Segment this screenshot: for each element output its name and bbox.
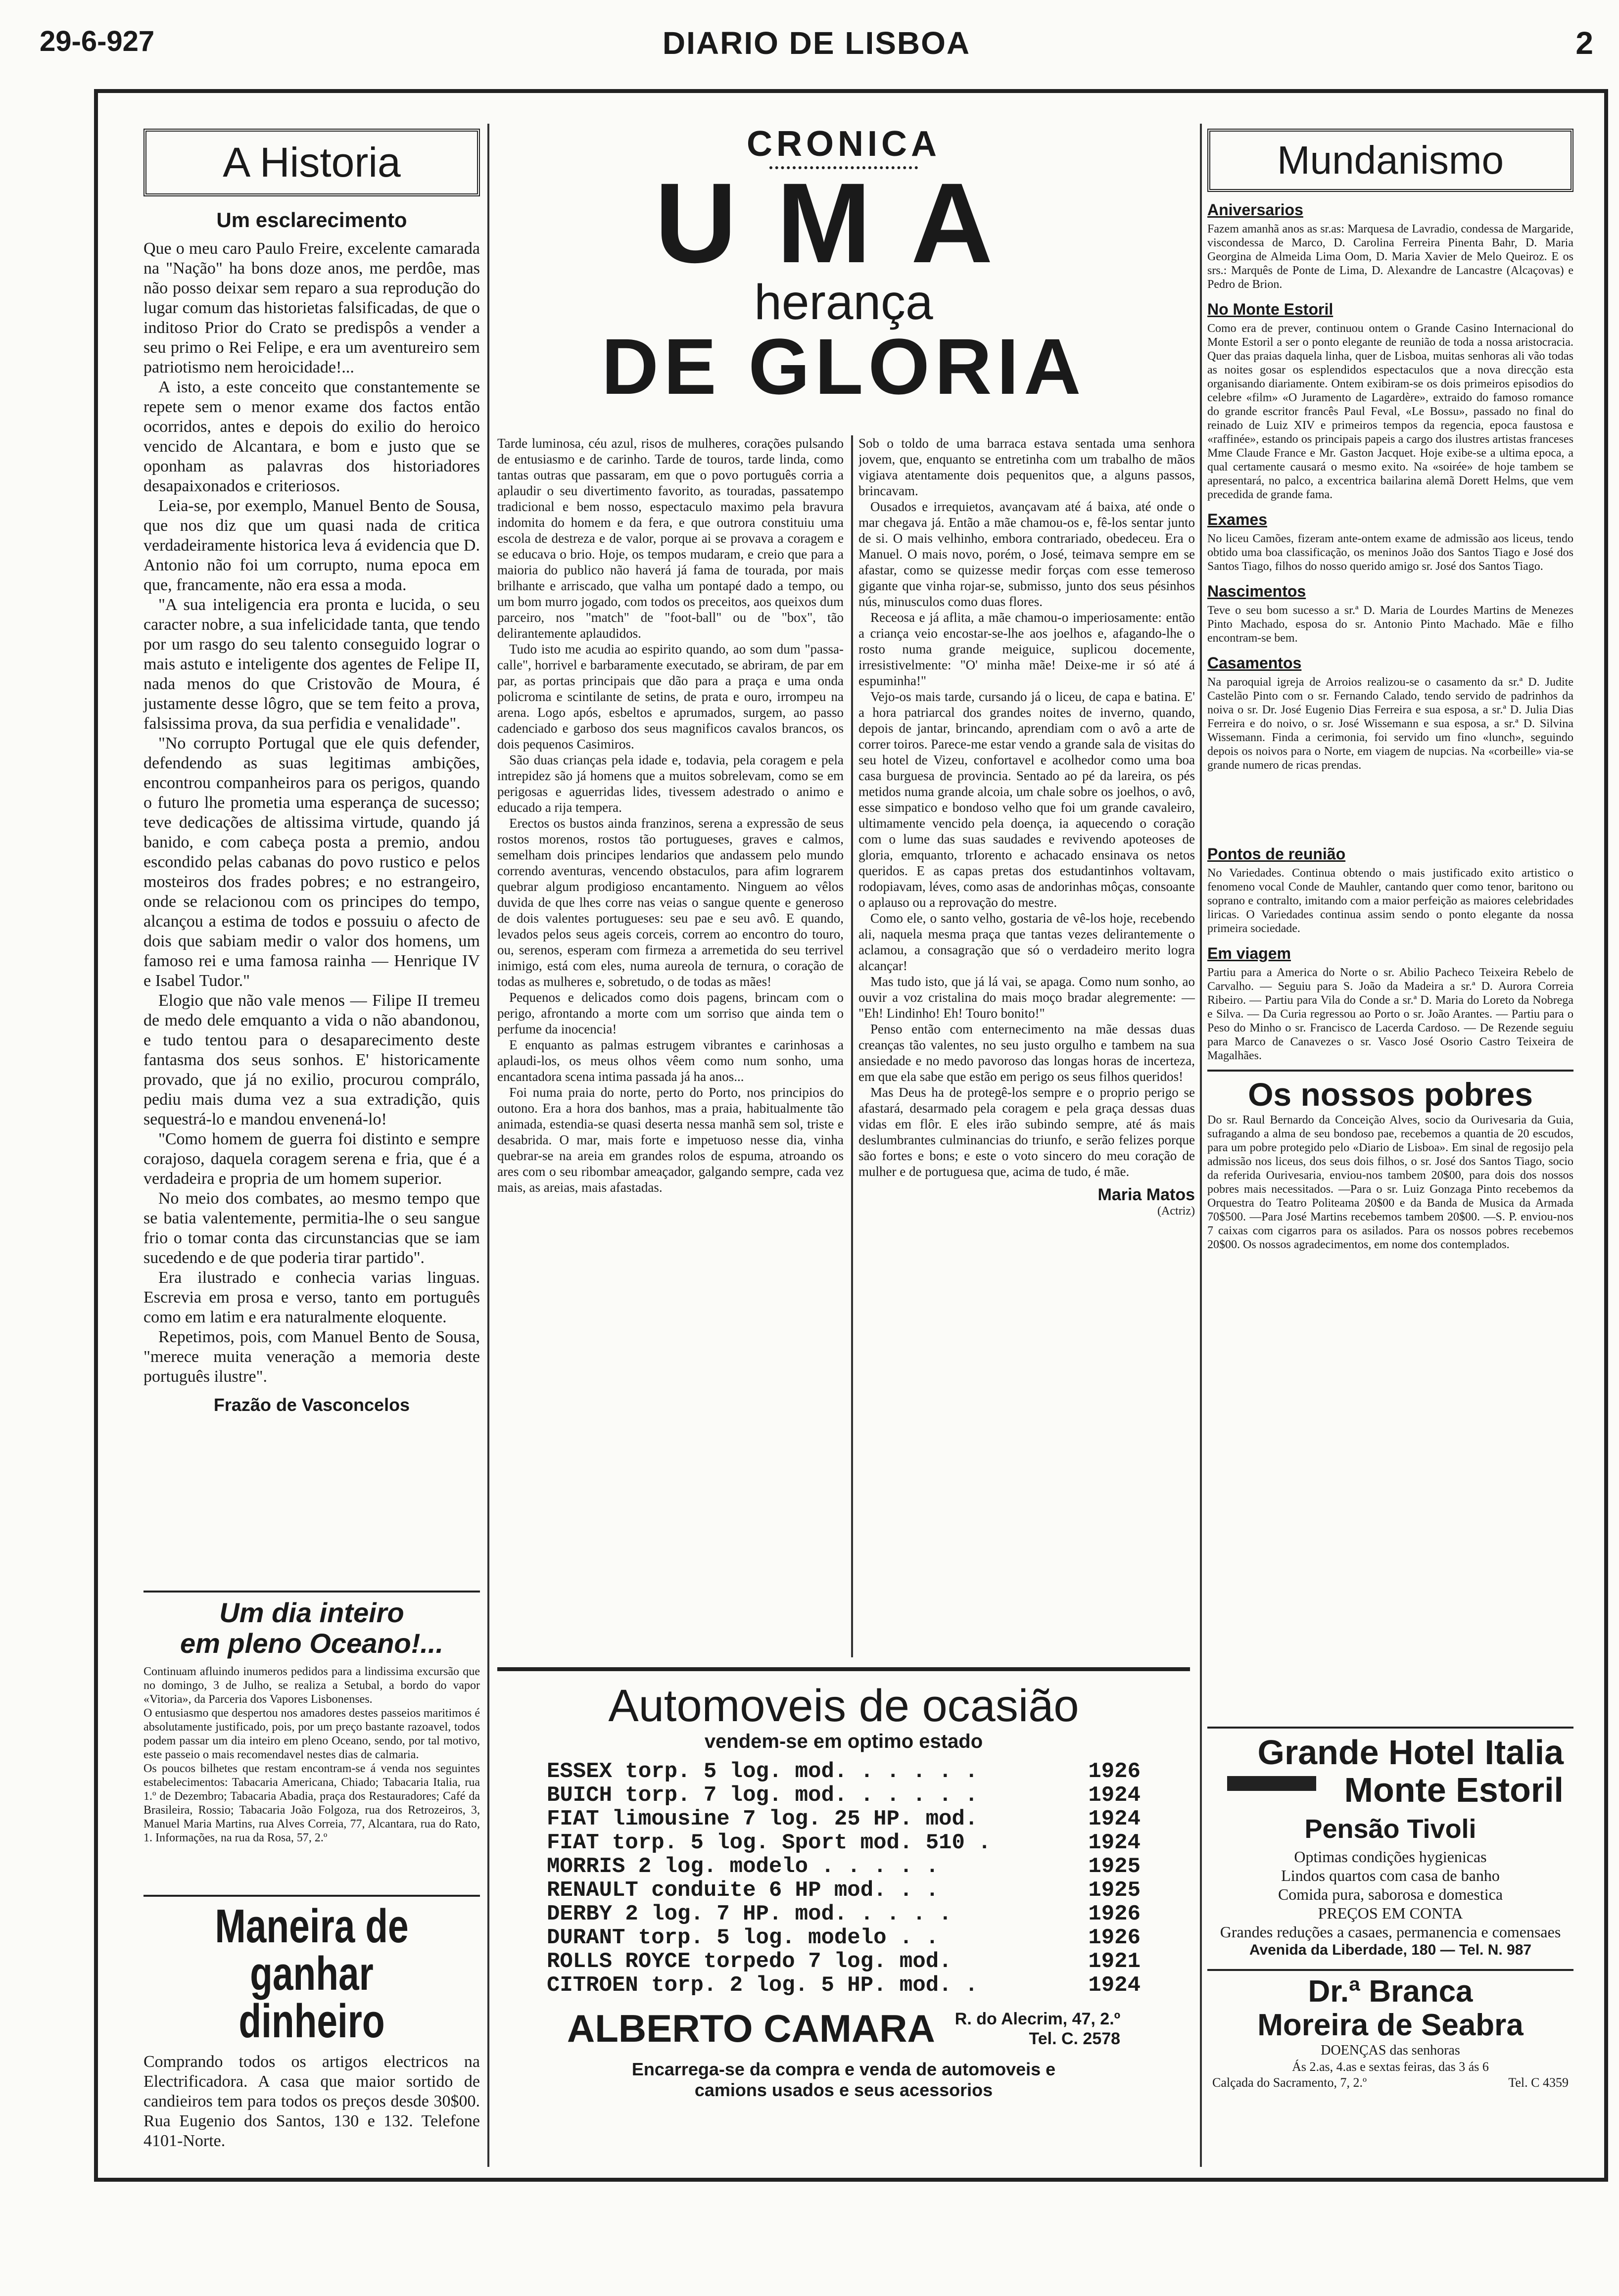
issue-date: 29-6-927 [40, 25, 155, 57]
pensao-name: Pensão Tivoli [1304, 1814, 1476, 1844]
doctor-hours: Ás 2.as, 4.as e sextas feiras, das 3 ás 6 [1292, 2060, 1489, 2074]
car-year: 1921 [1088, 1949, 1141, 1974]
ganhar-advert [143, 1895, 480, 2151]
historia-article [143, 129, 480, 1415]
dealer-contact [955, 2009, 1120, 2049]
car-row [547, 1783, 1141, 1807]
paragraph: Ousados e irrequietos, avançavam até á baixa, até onde o mar chegava já. Então a mãe chamou-os e, fê-los sentar junto de si. O mais velhinho, embora contrariado, obedeceu. Era o Manuel. O mais novo, porém, o José, teimava sempre em se afastar, como se quizesse medir forças com esse temeroso gigante que vinha rojar-se, submisso, junto dos seus pésinhos nús, minusculos como duas flores. [858, 499, 1195, 609]
historia-box-title: A Historia [143, 129, 480, 196]
section-text: Fazem amanhã anos as sr.as: Marquesa de Lavradio, condessa de Margaride, viscondessa de Marco, D. Carolina Ferreira Pinenta Bahr, D. Maria Georgina de Almeida Lima Oom, D. Maria Xavier de Melo Queiroz. E os srs.: Marquês de Ponte de Lima, D. Alexandre de Lancastre (Alcaçovas) e Pedro de Brion. [1207, 223, 1573, 291]
cronica-signature: Maria Matos [1097, 1185, 1195, 1204]
hotel-line: Comida pura, saborosa e domestica [1278, 1885, 1503, 1903]
car-name: MORRIS 2 log. modelo . . . . . [547, 1854, 939, 1879]
car-name: DERBY 2 log. 7 HP. mod. . . . . [547, 1902, 952, 1926]
paragraph: Os poucos bilhetes que restam encontram-se á venda nos seguintes estabelecimentos: Tabacaria Americana, Chiado; Tabacaria Italia, rua 1.º de Dezembro; Tabacaria Abadia, praça dos Restauradores; Café da Brasileira, Rossio; Tabacaria João Folgoza, rua dos Retrozeiros, 3, Manuel Maria Martins, rua Alves Correia, 77, Alcantara, rua do Rato, 1. Informações, na rua da Rosa, 57, 2.º [143, 1762, 480, 1844]
historia-headline: Um esclarecimento [216, 208, 407, 232]
car-row [547, 1973, 1141, 1997]
car-row [547, 1926, 1141, 1950]
paragraph: Como ele, o santo velho, gostaria de vê-los hoje, recebendo ali, naquela mesma praça que tantas vezes delirantemente o aclamou, a consagração que só o verdadeiro merito logra alcançar! [858, 911, 1195, 973]
doctor-phone: Tel. C 4359 [1508, 2075, 1569, 2090]
paragraph: Mas Deus ha de protegê-los sempre e o proprio perigo se afastará, desarmado pela coragem e pela graça dessas duas vidas em flôr. E eles irão subindo sempre, até ás mais deslumbrantes culminancias do triunfo, e serão felizes porque são fortes e bons; e este o voto sincero do meu coração de mulher e de portuguesa que, acima de tudo, é mãe. [858, 1085, 1195, 1179]
page-number: 2 [1575, 25, 1593, 61]
car-name: FIAT limousine 7 log. 25 HP. mod. [547, 1807, 978, 1831]
paragraph: Sob o toldo de uma barraca estava sentada uma senhora jovem, que, enquanto se entretinha com um trabalho de mãos vigiava atentamente dois pequenitos que, a alguns passos, brincavam. [858, 436, 1195, 498]
doctor-contact [1207, 2075, 1573, 2091]
hotel-location-row [1207, 1771, 1573, 1811]
section-heading: Aniversarios [1207, 201, 1303, 219]
oceano-article [143, 1591, 480, 1845]
automoveis-title: Automoveis de ocasião [608, 1681, 1079, 1731]
section-text: No liceu Camões, fizeram ante-ontem exame de admissão aos liceus, tendo obtido uma boa classificação, os meninos João dos Santos Tiago e José dos Santos Tiago, filhos do nosso querido amigo sr. José dos Santos Tiago. [1207, 532, 1573, 573]
automoveis-subtitle: vendem-se em optimo estado [704, 1731, 983, 1752]
paragraph: Que o meu caro Paulo Freire, excelente camarada na "Nação" ha bons doze anos, me perdôe, mas não posso deixar sem reparo a sua reprodução do lugar comum das historietas falsificadas, de que o inditoso Prior do Crato se predispôs a vender a seu primo o Rei Felipe, e era um aventureiro sem patriotismo nem heroicidade!... [143, 239, 480, 376]
cronica-kicker: CRONICA [747, 124, 941, 164]
hotel-line: PREÇOS EM CONTA [1318, 1904, 1463, 1922]
section-heading: No Monte Estoril [1207, 300, 1333, 318]
cronica-title-2: herança [754, 275, 933, 330]
paragraph: Repetimos, pois, com Manuel Bento de Sousa, "merece muita veneração a memoria deste português ilustre". [143, 1328, 480, 1386]
paragraph: Continuam afluindo inumeros pedidos para a lindissima excursão que no domingo, 3 de Julho, se realiza a Setubal, a bordo do vapor «Vitoria», da Parceria dos Vapores Lisbonenses. [143, 1665, 480, 1706]
doctor-address: Calçada do Sacramento, 7, 2.º [1212, 2075, 1367, 2090]
column-rule [851, 435, 853, 1657]
section-heading: Casamentos [1207, 654, 1302, 672]
pobres-article [1207, 1070, 1573, 1252]
paragraph: No meio dos combates, ao mesmo tempo que se batia valentemente, permitia-lhe o seu sangue frio o tomar conta das circunstancias que se iam sucedendo e de que poderia tirar partido". [143, 1189, 480, 1267]
car-row [547, 1902, 1141, 1926]
cronica-column-b [858, 435, 1195, 1657]
cronica-column-a [497, 435, 844, 1657]
paragraph: São duas crianças pela idade e, todavia, pela coragem e pela intrepidez são já homens que a muitos sobrelevam, como se em perigosas e aguerridas lides, tivessem adestrado o animo e educado a rija tempera. [497, 752, 844, 815]
dealer-name: ALBERTO CAMARA [567, 2007, 935, 2050]
hotel-location: Monte Estoril [1344, 1771, 1564, 1809]
dealer-block [517, 2006, 1170, 2051]
mundanismo-article [1207, 129, 1573, 831]
car-year: 1924 [1088, 1807, 1141, 1831]
car-row [547, 1950, 1141, 1973]
car-name: CITROEN torp. 2 log. 5 HP. mod. . [547, 1973, 978, 1998]
paragraph: Foi numa praia do norte, perto do Porto, nos principios do outono. Era a hora dos banhos, mas a praia, habitualmente tão animada, estendia-se quasi deserta nessa manhã sem sol, triste e desabrida. O mar, mais forte e impetuoso nesse dia, vinha quebrar-se na areia em grandes rolos de espuma, atroando os ares com o seu ribombar ameaçador, galgando sempre, cada vez mais, as areias, mais afastadas. [497, 1085, 844, 1195]
pobres-text: Do sr. Raul Bernardo da Conceição Alves, socio da Ourivesaria da Guia, sufragando a alma de seu bondoso pae, recebemos a quantia de 20 escudos, para um pobre protegido pelo «Diario de Lisboa». Em sinal de regosijo pela admissão nos liceus, dos seus dois filhos, o sr. José dos Santos Tiago, socio da referida Ourivesaria, enviou-nos tambem 20$00, para dois dos nossos pobres mais necessitados. —Para o sr. Luiz Gonzaga Pinto recebemos da Orquestra do Teatro Politeama 20$00 e da Banda de Musica da Armada 70$500. —Para José Martins recebemos tambem 20$00. —S. P. enviou-nos 7 caixas com cigarros para os asilados. Para os nossos pobres recebemos 20$00. Os nossos agradecimentos, em nome dos contemplados. [1207, 1114, 1573, 1251]
cronica-signature-note: (Actriz) [1157, 1205, 1195, 1218]
section-text: Na paroquial igreja de Arroios realizou-se o casamento da sr.ª D. Judite Castelão Pinto com o sr. Fernando Calado, tendo servido de padrinhos da noiva o sr. Dr. José Eugenio Dias Ferreira e sua esposa, a sr.ª D. Julia Dias Ferreira e do noivo, o sr. José Wissemann e sua esposa, a sr.ª D. Silvina Wissemann. Finda a cerimonia, foi servido um fino «lunch», seguindo depois os noivos para o Norte, em viagem de nupcias. Na «corbeille» via-se grande numero de ricas prendas. [1207, 676, 1573, 772]
hotel-line: Lindos quartos com casa de banho [1281, 1867, 1500, 1884]
oceano-headline-2: em pleno Oceano!... [180, 1628, 444, 1659]
paragraph: "Como homem de guerra foi distinto e sempre corajoso, daquela coragem serena e fria, que é a verdadeira e propria de um homem superior. [143, 1130, 480, 1188]
cronica-title-1: UMA [655, 159, 1033, 286]
dealer-address: R. do Alecrim, 47, 2.º [954, 2009, 1121, 2028]
paragraph: Tudo isto me acudia ao espirito quando, ao som dum "passa-calle", horrivel e barbaramente executado, se abriram, de par em par, as portas principais que dão para a praça e uma onda policroma e scintilante de setins, de prata e ouro, irrompeu na arena. Logo após, esbeltos e aprumados, surgem, ao passo cadenciado e garboso dos seus magnificos cavalos brancos, os dois pequenos Casimiros. [497, 642, 844, 751]
arrow-icon [1227, 1776, 1316, 1791]
paragraph: Erectos os bustos ainda franzinos, serena a expressão de seus rostos morenos, rostos tão portugueses, graves e calmos, semelham dois principes lendarios que andassem pelo mundo correndo aventuras, vencendo obstaculos, para afim lograrem quebrar algum prodigioso encantamento. Ninguem ao vêlos duvida de que lhes corre nas veias o sangue quente e generoso de dois valentes portugueses: seu pae e seu avô. E quando, levados pelos seus ageis corceis, correm ao encontro do touro, ou, serenos, esperam com firmeza a arremetida do seu terrivel inimigo, está com eles, numa aureola de ternura, o coração de todas as mulheres e, sobretudo, o de todas as mães! [497, 816, 844, 989]
doctor-surname: Moreira de Seabra [1257, 2008, 1524, 2042]
paragraph: Penso então com enternecimento na mãe dessas duas creanças tão valentes, no seu justo orgulho e tambem na sua ansiedade e no medo pavoroso das longas horas de incerteza, em que ela sabe que estão em perigo os seus filhos queridos! [858, 1022, 1195, 1084]
car-name: ROLLS ROYCE torpedo 7 log. mod. [547, 1949, 952, 1974]
cronica-title-3: DE GLORIA [601, 322, 1086, 411]
hotel-name: Grande Hotel Italia [1257, 1733, 1564, 1772]
ganhar-text: Comprando todos os artigos electricos na Electrificadora. A casa que maior sortido de candieiros tem para todos os preços desde 30$00. Rua Eugenio dos Santos, 130 e 132. Telefone 4101-Norte. [143, 2053, 480, 2150]
section-text: Teve o seu bom sucesso a sr.ª D. Maria de Lourdes Martins de Menezes Pinto Machado, esposa do sr. Antonio Pinto Machado. Mãe e filho encontram-se bem. [1207, 604, 1573, 645]
car-name: BUICH torp. 7 log. mod. . . . . . [547, 1783, 978, 1808]
section-heading: Exames [1207, 511, 1267, 528]
paragraph: Leia-se, por exemplo, Manuel Bento de Sousa, que nos diz que um quasi nada de critica verdadeiramente historica leva á evidencia que D. Antonio não foi um corrupto, numa epoca em que, francamente, não era essa a moda. [143, 497, 480, 594]
mundanismo-continued [1207, 836, 1573, 1722]
section-text: Como era de prever, continuou ontem o Grande Casino Internacional do Monte Estoril a ser o ponto elegante de reunião de toda a nossa aristocracia. Quer das praias daquela linha, quer de Lisboa, muitas senhoras ali vão todas as noites gosar os esplendidos espectaculos que a nova direcção esta organisando diariamente. Ontem exibiram-se os dois primeiros episodios do celebre «film» «O Juramento de Lagardère», extraido do famoso romance do grande escritor francês Paul Feval, «Le Bossu», passado no final do reinado de Luiz XIV e primeiros tempos da regencia, epoca faustosa e «raffinée», estando os principais papeis a cargo dos ilustres artistas franceses Mme Claude France e Mr. Gaston Jacquet. Hoje exibe-se a ultima epoca, a qual certamente causará o mesmo exito. Na «soirée» de hoje tambem se apresentará, no palco, a excentrica bailarina alemã Dorett Helms, que vem precedida de grande fama. [1207, 322, 1573, 501]
dealer-phone: Tel. C. 2578 [1029, 2029, 1121, 2048]
section-text: No Variedades. Continua obtendo o mais justificado exito artistico o fenomeno vocal Conde de Mauhler, cantando quer como tenor, baritono ou soprano e contralto, imitando com a maior perfeição as maiores celebridades liricas. O Variedades continua assim sendo o ponto elegante da nossa primeira sociedade. [1207, 867, 1573, 935]
paragraph: Vejo-os mais tarde, cursando já o liceu, de capa e batina. E' a hora patriarcal dos grandes noites de inverno, quando, depois de jantar, brincando, aprendiam com o avô a arte de correr toiros. Parece-me estar vendo a grande sala de visitas do seu hotel de Vizeu, confortavel e acolhedor como uma boa casa burguesa de provincia. Sentado ao pé da lareira, os pés metidos numa grande alcoia, um chale sobre os joelhos, o avô, esse simpatico e bondoso velho que foi um grande cavaleiro, ultimamente vencido pela doença, ia aquecendo o coração com o lume das suas saudades e revivendo apoteoses de gloria, emquanto, trIorento e achacado ensinava os netos queridos. E as capas pretas dos estudantinhos voltavam, rodopiavam, léves, como asas de andorinhas môças, consoante o aplauso ou a reprovação do mestre. [858, 689, 1195, 910]
car-name: RENAULT conduite 6 HP mod. . . [547, 1878, 939, 1903]
paragraph: A isto, a este conceito que constantemente se repete sem o menor exame dos factos então ocorridos, antes e depois do exilio do heroico vencido de Alcantara, e bom e justo que se oponham as palavras dos historiadores desapaixonados e criteriosos. [143, 378, 480, 495]
paragraph: Era ilustrado e conhecia varias linguas. Escrevia em prosa e verso, tanto em português como em latim e era naturalmente eloquente. [143, 1268, 480, 1326]
car-row [547, 1831, 1141, 1855]
doctor-name: Dr.ª Branca [1308, 1974, 1473, 2009]
paragraph: Tarde luminosa, céu azul, risos de mulheres, corações pulsando de entusiasmo e de carinho. Tarde de touros, tarde linda, como tantas outras que passaram, em que o povo português corria a aplaudir o seu divertimento favorito, as touradas, passatempo tradicional e bem nosso, espectaculo maximo pela bravura indomita do homem e da fera, e que outrora constituiu uma escola de destreza e de valor, porque ai se provava a coragem e se educava o brio. Hoje, os tempos mudaram, e creio que para a maioria do publico não haverá já fama de tourada, por mais brilhante e arriscado, que valha um pontapé dado a tempo, ou um bom murro jogado, com todos os preceitos, aos queixos dum parceiro, nos "match" de "foot-ball" ou de "box", tão delirantemente aplaudidos. [497, 436, 844, 641]
car-row [547, 1878, 1141, 1902]
hotel-line: Optimas condições hygienicas [1294, 1848, 1487, 1866]
section-text: Partiu para a America do Norte o sr. Abilio Pacheco Teixeira Rebelo de Carvalho. — Seguiu para S. João da Madeira a sr.ª D. Aurora Correia Ribeiro. — Partiu para Vila do Conde a sr.ª D. Maria do Loreto da Nobrega e Silva. — Da Curia regressou ao Porto o sr. João Arantes. — Partiu para o Peso do Minho o sr. Francisco de Lacerda Cardoso. — De Rezende seguiu para Marco de Canavezes o sr. Vasco José Osorio Castro Teixeira de Magalhães. [1207, 966, 1573, 1062]
pobres-headline: Os nossos pobres [1248, 1076, 1533, 1113]
car-year: 1926 [1088, 1925, 1141, 1950]
automoveis-advert [497, 1667, 1190, 2162]
paragraph: "A sua inteligencia era pronta e lucida, o seu caracter nobre, a sua infelicidade tanta, que tendo por um rasgo do seu talento conseguido lograr o mais astuto e inteligente dos agentes de Felipe II, nada menos do que Cristovão de Moura, é justamente desse lôgro, que se tem feito a prova, falsissima prova, da sua perfidia e venalidade". [143, 596, 480, 733]
car-year: 1924 [1088, 1830, 1141, 1855]
car-row [547, 1760, 1141, 1783]
car-year: 1924 [1088, 1783, 1141, 1808]
paragraph: Mas tudo isto, que já lá vai, se apaga. Como num sonho, ao ouvir a voz cristalina do mais moço bradar alegremente: — "Eh! Lindinho! Eh! Touro bonito!" [858, 974, 1195, 1021]
column-rule [1200, 124, 1202, 2167]
car-name: DURANT torp. 5 log. modelo . . [547, 1925, 939, 1950]
car-row [547, 1855, 1141, 1878]
oceano-headline-1: Um dia inteiro [219, 1597, 404, 1628]
hotel-address: Avenida da Liberdade, 180 — Tel. N. 987 [1249, 1942, 1532, 1958]
paragraph: Pequenos e delicados como dois pagens, brincam com o perigo, afrontando a morte com um sorriso que ainda tem o perfume da inocencia! [497, 990, 844, 1036]
paragraph: O entusiasmo que despertou nos amadores destes passeios maritimos é absolutamente justificado, pois, por um preço bastante razoavel, todos podem passar um dia inteiro em pleno Oceano, sendo, por tal motivo, este passeio o mais recomendavel nestes dias de calmaria. [143, 1707, 480, 1761]
historia-signature: Frazão de Vasconcelos [213, 1395, 410, 1415]
car-name: ESSEX torp. 5 log. mod. . . . . . [547, 1759, 978, 1784]
paragraph: Receosa e já aflita, a mãe chamou-o imperiosamente: então a criança veio encostar-se-lhe aos joelhos e, afagando-lhe o rosto numa grande meiguice, suplicou docemente, irresistivelmente: "O' minha mãe! Deixe-me ir só até á espuminha!" [858, 610, 1195, 688]
car-name: FIAT torp. 5 log. Sport mod. 510 . [547, 1830, 991, 1855]
car-year: 1924 [1088, 1973, 1141, 1998]
car-year: 1925 [1088, 1854, 1141, 1879]
hotel-line: Grandes reduções a casaes, permanencia e comensaes [1220, 1923, 1561, 1941]
column-rule [487, 124, 489, 2167]
paragraph: Elogio que não vale menos — Filipe II tremeu de medo dele emquanto a vida o não abandonou, e tudo tentou para o desaparecimento deste fantasma dos seus sonhos. E' historicamente provado, que já no exilio, procurou comprálo, pediu mais duma vez a sua extradição, quis sequestrá-lo e mandou envenená-lo! [143, 991, 480, 1128]
paragraph: "No corrupto Portugal que ele quis defender, defendendo as suas legitimas ambições, encontrou companheiros para os perigos, quando o futuro lhe prometia uma esperança de sucesso; teve dedicações de altissima virtude, quando já banido, e com cabeça posta a premio, andou escondido pelas cabanas do povo rustico e pelos mosteiros dos frades pobres; e no estrangeiro, onde se relacionou com os principes do tempo, alcançou a estima de todos e possuiu o afecto de dois que sabiam medir o valor dos homens, um famoso rei e uma famosa rainha — Henrique IV e Isabel Tudor." [143, 734, 480, 990]
car-list [517, 1760, 1170, 1997]
ganhar-headline: Maneira de ganhar dinheiro [215, 1900, 409, 2048]
section-heading: Pontos de reunião [1207, 845, 1346, 863]
hotel-advert [1207, 1727, 1573, 1964]
paragraph: E enquanto as palmas estrugem vibrantes e carinhosas a aplaudi-los, os meus olhos vêem como num sonho, uma encantadora scena intima passada já ha anos... [497, 1037, 844, 1084]
car-year: 1926 [1088, 1902, 1141, 1926]
cronica-title-block [495, 124, 1192, 411]
car-year: 1926 [1088, 1759, 1141, 1784]
doctor-specialty: DOENÇAS das senhoras [1321, 2043, 1460, 2058]
car-year: 1925 [1088, 1878, 1141, 1903]
medica-advert [1207, 1969, 1573, 2167]
masthead [40, 20, 1593, 79]
automoveis-footer: Encarrega-se da compra e venda de automoveis e camions usados e seus acessorios [631, 2059, 1056, 2100]
newspaper-title: DIARIO DE LISBOA [662, 25, 971, 61]
mundanismo-box-title: Mundanismo [1207, 129, 1573, 192]
section-heading: Nascimentos [1207, 582, 1306, 600]
section-heading: Em viagem [1207, 944, 1291, 962]
car-row [547, 1807, 1141, 1831]
